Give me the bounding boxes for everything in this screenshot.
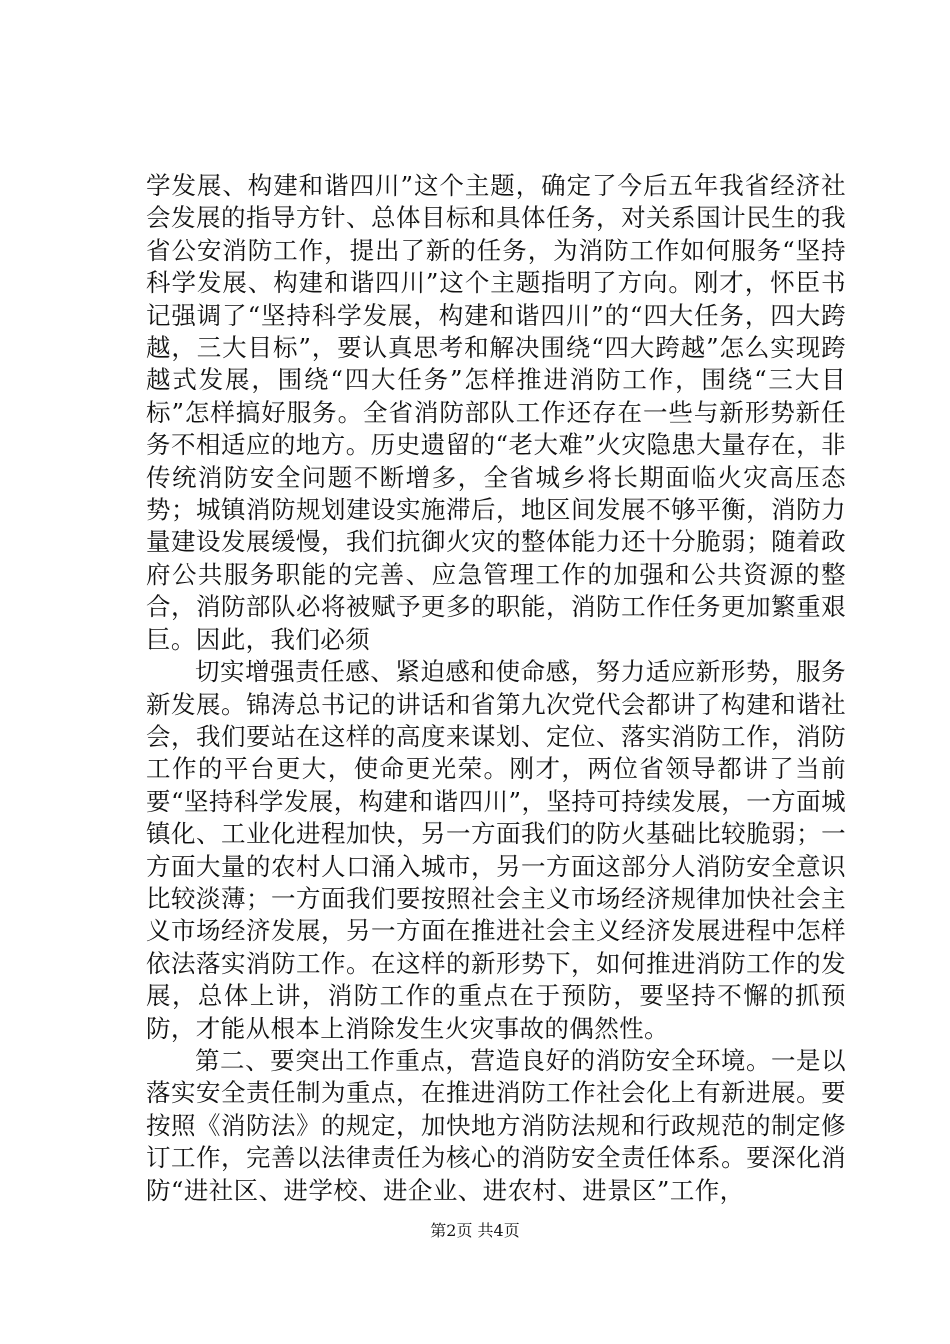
page-footer: 第2页 共4页 [430,1221,520,1240]
document-body [146,170,846,1207]
paragraph-work-focus: 第二、要突出工作重点，营造良好的消防安全环境。一是以落实安全责任制为重点，在推进消防工作社会化上有新进展。要按照《消防法》的规定，加快地方消防法规和行政规范的制定修订工作，完善以法律责任为核心的消防安全责任体系。要深化消防“进社区、进学校、进企业、进农村、进景区”工作， [146,1045,846,1205]
paragraph-continuation: 学发展、构建和谐四川”这个主题，确定了今后五年我省经济社会发展的指导方针、总体目标和具体任务，对关系国计民生的我省公安消防工作，提出了新的任务，为消防工作如何服务“坚持科学发展、构建和谐四川”这个主题指明了方向。刚才，怀臣书记强调了“坚持科学发展，构建和谐四川”的“四大任务，四大跨越，三大目标”，要认真思考和解决围绕“四大跨越”怎么实现跨越式发展，围绕“四大任务”怎样推进消防工作，围绕“三大目标”怎样搞好服务。全省消防部队工作还存在一些与新形势新任务不相适应的地方。历史遗留的“老大难”火灾隐患大量存在，非传统消防安全问题不断增多，全省城乡将长期面临火灾高压态势；城镇消防规划建设实施滞后，地区间发展不够平衡，消防力量建设发展缓慢，我们抗御火灾的整体能力还十分脆弱；随着政府公共服务职能的完善、应急管理工作的加强和公共资源的整合，消防部队必将被赋予更多的职能，消防工作任务更加繁重艰巨。因此，我们必须 [146,171,846,654]
paragraph-responsibility: 切实增强责任感、紧迫感和使命感，努力适应新形势，服务新发展。锦涛总书记的讲话和省第九次党代会都讲了构建和谐社会，我们要站在这样的高度来谋划、定位、落实消防工作，消防工作的平台更大，使命更光荣。刚才，两位省领导都讲了当前要“坚持科学发展，构建和谐四川”，坚持可持续发展，一方面城镇化、工业化进程加快，另一方面我们的防火基础比较脆弱；一方面大量的农村人口涌入城市，另一方面这部分人消防安全意识比较淡薄；一方面我们要按照社会主义市场经济规律加快社会主义市场经济发展，另一方面在推进社会主义经济发展进程中怎样依法落实消防工作。在这样的新形势下，如何推进消防工作的发展，总体上讲，消防工作的重点在于预防，要坚持不懈的抓预防，才能从根本上消除发生火灾事故的偶然性。 [146,657,846,1043]
